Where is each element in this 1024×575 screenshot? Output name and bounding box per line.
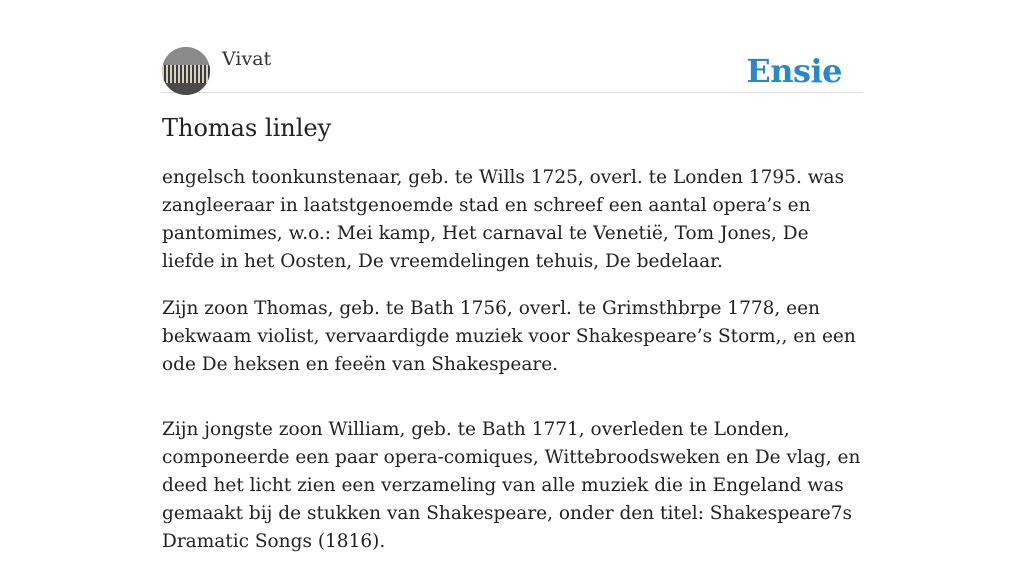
author-name[interactable]: Vivat — [222, 48, 272, 70]
article-paragraph: Zijn jongste zoon William, geb. te Bath 1771, overleden te Londen, componeerde een paar opera-comiques, Wittebroodsweken en De vlag, en deed het licht zien een verzameling van alle muziek die in Engeland was gemaakt bij de stukken van Shakespeare, onder den titel: Shakespeare7s Dramatic Songs (1816). — [162, 419, 861, 552]
bookshelf-image — [162, 65, 210, 83]
article-title: Thomas linley — [162, 114, 332, 142]
article-paragraph: Zijn zoon Thomas, geb. te Bath 1756, overl. te Grimsthbrpe 1778, een bekwaam violist, vervaardigde muziek voor Shakespeare’s Storm,, en een ode De heksen en feeën van Shakespeare. — [162, 298, 856, 375]
page-header — [162, 44, 862, 93]
article — [162, 114, 862, 575]
site-logo[interactable]: Ensie — [746, 52, 842, 90]
author-avatar[interactable] — [162, 47, 210, 95]
article-paragraph: engelsch toonkunstenaar, geb. te Wills 1725, overl. te Londen 1795. was zangleeraar in laatstgenoemde stad en schreef een aantal opera’s en pantomimes, w.o.: Mei kamp, Het carnaval te Venetië, Tom Jones, De liefde in het Oosten, De vreemdelingen tehuis, De bedelaar. — [162, 167, 845, 272]
